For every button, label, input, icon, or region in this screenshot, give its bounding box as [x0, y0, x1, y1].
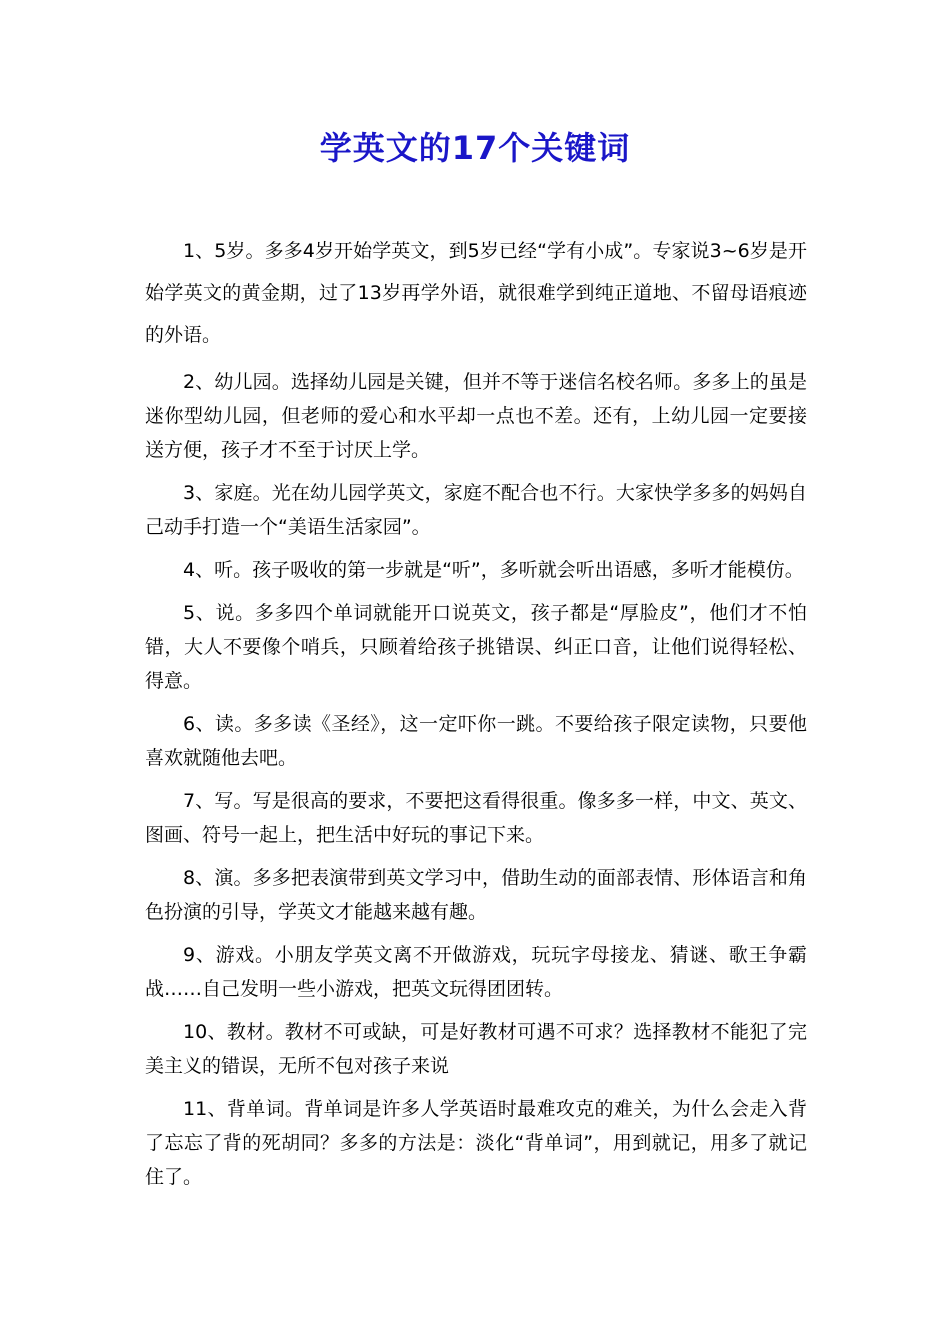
paragraph-4: 4、听。孩子吸收的第一步就是“听”，多听就会听出语感，多听才能模仿。	[183, 559, 804, 581]
paragraph-6: 6、读。多多读《圣经》，这一定吓你一跳。不要给孩子限定读物，只要他喜欢就随他去吧。	[145, 713, 807, 769]
paragraph-2: 2、幼儿园。选择幼儿园是关键，但并不等于迷信名校名师。多多上的虽是迷你型幼儿园，但老师的爱心和水平却一点也不差。还有，上幼儿园一定要接送方便，孩子才不至于讨厌上学。	[145, 371, 807, 461]
paragraph-1: 1、5岁。多多4岁开始学英文，到5岁已经“学有小成”。专家说3~6岁是开始学英文的黄金期，过了13岁再学外语，就很难学到纯正道地、不留母语痕迹的外语。	[145, 240, 807, 346]
paragraph-7: 7、写。写是很高的要求，不要把这看得很重。像多多一样，中文、英文、图画、符号一起上，把生活中好玩的事记下来。	[145, 790, 807, 846]
paragraph-5: 5、说。多多四个单词就能开口说英文，孩子都是“厚脸皮”，他们才不怕错，大人不要像个哨兵，只顾着给孩子挑错误、纠正口音，让他们说得轻松、得意。	[145, 602, 807, 692]
document-title: 学英文的17个关键词	[319, 129, 631, 167]
paragraph-11: 11、背单词。背单词是许多人学英语时最难攻克的难关，为什么会走入背了忘忘了背的死胡同？多多的方法是：淡化“背单词”，用到就记，用多了就记住了。	[145, 1098, 807, 1188]
paragraph-10: 10、教材。教材不可或缺，可是好教材可遇不可求？选择教材不能犯了完美主义的错误，无所不包对孩子来说	[145, 1021, 807, 1077]
paragraph-9: 9、游戏。小朋友学英文离不开做游戏，玩玩字母接龙、猜谜、歌王争霸战……自己发明一些小游戏，把英文玩得团团转。	[145, 944, 807, 1000]
paragraph-3: 3、家庭。光在幼儿园学英文，家庭不配合也不行。大家快学多多的妈妈自己动手打造一个“美语生活家园”。	[145, 482, 807, 538]
paragraph-8: 8、演。多多把表演带到英文学习中，借助生动的面部表情、形体语言和角色扮演的引导，学英文才能越来越有趣。	[145, 867, 807, 923]
document-body	[145, 230, 807, 1203]
